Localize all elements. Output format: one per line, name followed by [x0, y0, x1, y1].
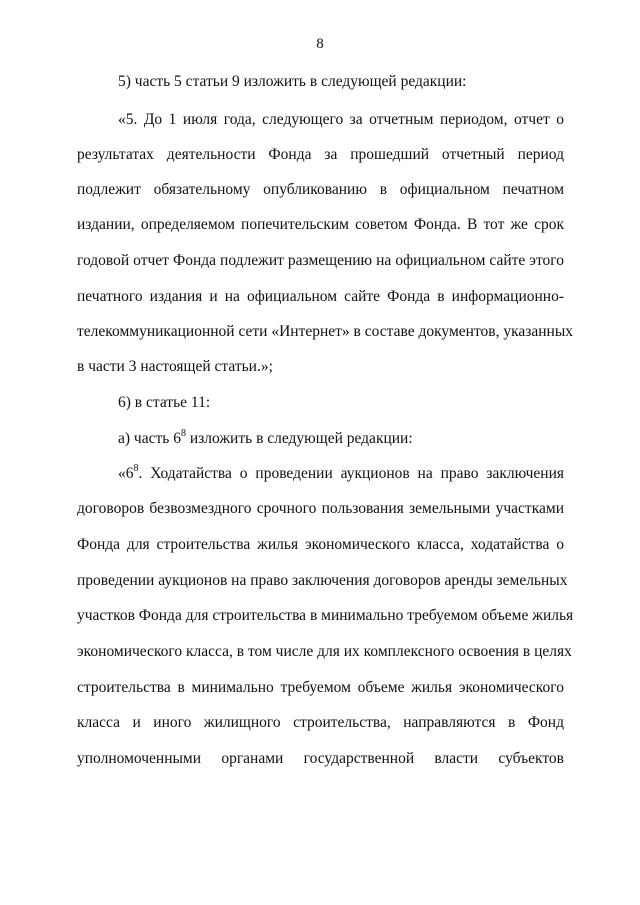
- text-line: в части 3 настоящей статьи.»;: [77, 358, 273, 375]
- text-fragment: изложить в следующей редакции:: [185, 430, 413, 447]
- text-fragment: «6: [118, 465, 134, 482]
- text-line: годовой отчет Фонда подлежит размещению на официальном сайте этого: [77, 252, 564, 269]
- text-fragment: а) часть 6: [118, 430, 181, 447]
- text-line: печатного издания и на официальном сайте Фонда в информационно-: [77, 288, 564, 305]
- text-line: телекоммуникационной сети «Интернет» в составе документов, указанных: [77, 323, 574, 340]
- text-line: издании, определяемом попечительским советом Фонда. В тот же срок: [77, 216, 564, 233]
- text-line: участков Фонда для строительства в минимально требуемом объеме жилья: [77, 607, 574, 624]
- superscript: 8: [133, 462, 139, 474]
- text-line: уполномоченными органами государственной власти субъектов: [77, 750, 564, 767]
- text-line: подлежит обязательному опубликованию в официальном печатном: [77, 181, 564, 198]
- text-line: результатах деятельности Фонда за прошедший отчетный период: [77, 146, 564, 163]
- text-line: 6) в статье 11:: [118, 394, 211, 411]
- text-line: экономического класса, в том числе для их комплексного освоения в целях: [77, 643, 572, 660]
- text-line: Фонда для строительства жилья экономического класса, ходатайства о: [77, 536, 564, 553]
- superscript: 8: [180, 427, 186, 439]
- text-line: 5) часть 5 статьи 9 изложить в следующей редакции:: [118, 73, 467, 90]
- text-line: договоров безвозмездного срочного пользования земельными участками: [77, 500, 564, 517]
- text-line: класса и иного жилищного строительства, направляются в Фонд: [77, 714, 564, 731]
- text-line: строительства в минимально требуемом объеме жилья экономического: [77, 679, 564, 696]
- text-line: [77, 427, 564, 448]
- text-fragment: . Ходатайства о проведении аукционов на право заключения: [138, 465, 564, 482]
- text-line: проведении аукционов на право заключения договоров аренды земельных: [77, 572, 568, 589]
- text-line: [77, 462, 564, 483]
- page-number: 8: [316, 36, 324, 52]
- text-line: «5. До 1 июля года, следующего за отчетным периодом, отчет о: [118, 111, 564, 128]
